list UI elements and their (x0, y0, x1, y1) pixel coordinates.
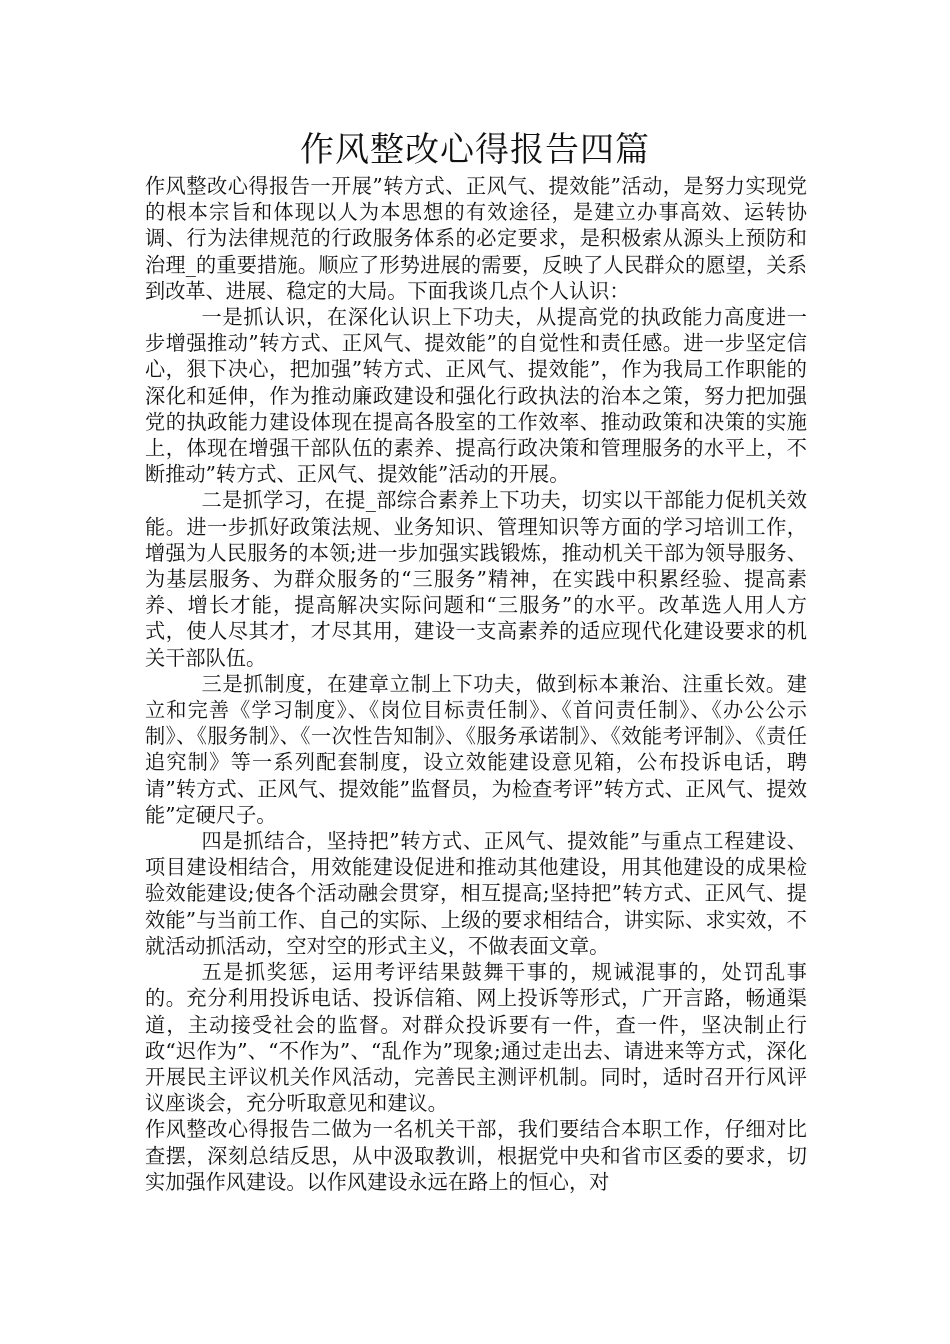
paragraph-point-5: 五是抓奖惩，运用考评结果鼓舞干事的，规诫混事的，处罚乱事的。充分利用投诉电话、投诉信箱、网上投诉等形式，广开言路，畅通渠道，主动接受社会的监督。对群众投诉要有一件，查一件，坚决制止行政“迟作为”、“不作为”、“乱作为”现象;通过走出去、请进来等方式，深化开展民主评议机关作风活动，完善民主测评机制。同时，适时召开行风评议座谈会，充分听取意见和建议。 (145, 960, 807, 1116)
paragraph-point-2: 二是抓学习，在提_部综合素养上下功夫，切实以干部能力促机关效能。进一步抓好政策法规、业务知识、管理知识等方面的学习培训工作，增强为人民服务的本领;进一步加强实践锻炼，推动机关干部为领导服务、为基层服务、为群众服务的“三服务”精神，在实践中积累经验、提高素养、增长才能，提高解决实际问题和“三服务”的水平。改革选人用人方式，使人尽其才，才尽其用，建设一支高素养的适应现代化建设要求的机关干部队伍。 (145, 488, 807, 670)
paragraph-report-2: 作风整改心得报告二做为一名机关干部，我们要结合本职工作，仔细对比查摆，深刻总结反思，从中汲取教训，根据党中央和省市区委的要求，切实加强作风建设。以作风建设永远在路上的恒心，对 (145, 1117, 807, 1194)
document-title: 作风整改心得报告四篇 (300, 130, 650, 170)
paragraph-intro: 作风整改心得报告一开展”转方式、正风气、提效能”活动，是努力实现党的根本宗旨和体现以人为本思想的有效途径，是建立办事高效、运转协调、行为法律规范的行政服务体系的必定要求，是积极索从源头上预防和治理_的重要措施。顺应了形势进展的需要，反映了人民群众的愿望，关系到改革、进展、稳定的大局。下面我谈几点个人认识： (145, 174, 807, 303)
paragraph-point-1: 一是抓认识，在深化认识上下功夫，从提高党的执政能力高度进一步增强推动”转方式、正风气、提效能”的自觉性和责任感。进一步坚定信心，狠下决心，把加强”转方式、正风气、提效能”，作为我局工作职能的深化和延伸，作为推动廉政建设和强化行政执法的治本之策，努力把加强党的执政能力建设体现在提高各股室的工作效率、推动政策和决策的实施上，体现在增强干部队伍的素养、提高行政决策和管理服务的水平上，不断推动”转方式、正风气、提效能”活动的开展。 (145, 305, 807, 487)
document-body (145, 173, 807, 1195)
paragraph-point-4: 四是抓结合，坚持把”转方式、正风气、提效能”与重点工程建设、项目建设相结合，用效能建设促进和推动其他建设，用其他建设的成果检验效能建设;使各个活动融会贯穿，相互提高;坚持把”转方式、正风气、提效能”与当前工作、自己的实际、上级的要求相结合，讲实际、求实效，不就活动抓活动，空对空的形式主义，不做表面文章。 (145, 829, 807, 958)
paragraph-point-3: 三是抓制度，在建章立制上下功夫，做到标本兼治、注重长效。建立和完善《学习制度》、《岗位目标责任制》、《首问责任制》、《办公公示制》、《服务制》、《一次性告知制》、《服务承诺制》、《效能考评制》、《责任追究制》等一系列配套制度，设立效能建设意见箱，公布投诉电话，聘请”转方式、正风气、提效能”监督员，为检查考评”转方式、正风气、提效能”定硬尺子。 (145, 671, 807, 827)
